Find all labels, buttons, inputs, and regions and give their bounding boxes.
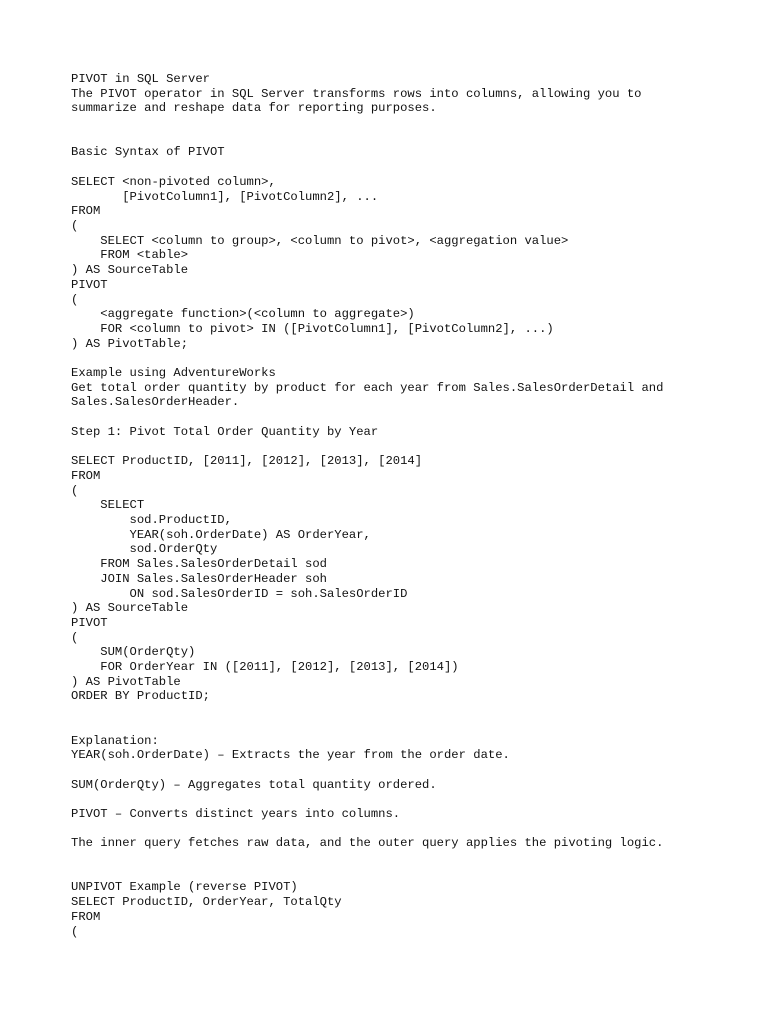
section-heading-explanation: Explanation: (71, 733, 159, 748)
code-line: SUM(OrderQty) (71, 645, 196, 660)
explanation-line: YEAR(soh.OrderDate) – Extracts the year from the order date. (71, 748, 510, 763)
intro-text-line: The PIVOT operator in SQL Server transforms rows into columns, allowing you to (71, 86, 642, 101)
code-line: sod.OrderQty (71, 542, 218, 557)
blank-line (71, 160, 751, 175)
code-line: ON sod.SalesOrderID = soh.SalesOrderID (71, 586, 408, 601)
blank-line (71, 131, 751, 146)
code-line: SELECT <non-pivoted column>, (71, 174, 276, 189)
code-line: <aggregate function>(<column to aggregate>) (71, 307, 415, 322)
blank-line (71, 763, 751, 778)
code-line: sod.ProductID, (71, 513, 232, 527)
code-line: JOIN Sales.SalesOrderHeader soh (71, 571, 327, 586)
step-heading: Step 1: Pivot Total Order Quantity by Year (71, 424, 379, 439)
blank-line (71, 719, 751, 734)
code-line: ) AS SourceTable (71, 263, 189, 278)
code-line: ( (71, 218, 79, 233)
code-line: ( (71, 630, 79, 645)
section-heading-unpivot: UNPIVOT Example (reverse PIVOT) (71, 880, 298, 895)
code-line: FROM <table> (71, 248, 189, 263)
code-line: FROM (71, 468, 101, 483)
code-line: FROM Sales.SalesOrderDetail sod (71, 557, 327, 572)
intro-text-line: summarize and reshape data for reporting purposes. (71, 101, 437, 116)
code-line: FROM (71, 909, 101, 924)
code-line: YEAR(soh.OrderDate) AS OrderYear, (71, 527, 371, 542)
code-line: PIVOT (71, 277, 108, 292)
code-line: SELECT ProductID, OrderYear, TotalQty (71, 895, 342, 910)
blank-line (71, 792, 751, 807)
code-line: FROM (71, 204, 101, 219)
code-line: ) AS PivotTable (71, 674, 181, 689)
blank-line (71, 351, 751, 366)
code-line: FOR <column to pivot> IN ([PivotColumn1], [PivotColumn2], ...) (71, 321, 554, 336)
blank-line (71, 822, 751, 837)
blank-line (71, 410, 751, 425)
code-line: FOR OrderYear IN ([2011], [2012], [2013], [2014]) (71, 660, 459, 675)
doc-title: PIVOT in SQL Server (71, 72, 210, 86)
code-line: SELECT (71, 498, 145, 513)
code-line: SELECT <column to group>, <column to pivot>, <aggregation value> (71, 233, 569, 248)
code-line: ) AS PivotTable; (71, 336, 189, 351)
blank-line (71, 704, 751, 719)
blank-line (71, 866, 751, 881)
example-text-line: Sales.SalesOrderHeader. (71, 395, 240, 410)
code-line: ORDER BY ProductID; (71, 689, 210, 704)
code-line: [PivotColumn1], [PivotColumn2], ... (71, 189, 379, 204)
section-heading-basic-syntax: Basic Syntax of PIVOT (71, 145, 225, 160)
code-line: SELECT ProductID, [2011], [2012], [2013], [2014] (71, 454, 423, 469)
blank-line (71, 116, 751, 131)
explanation-line: PIVOT – Converts distinct years into columns. (71, 807, 401, 821)
code-line: ( (71, 483, 79, 498)
blank-line (71, 851, 751, 866)
code-line: PIVOT (71, 615, 108, 630)
document-page (71, 72, 751, 939)
blank-line (71, 440, 751, 455)
section-heading-example: Example using AdventureWorks (71, 366, 276, 380)
example-text-line: Get total order quantity by product for each year from Sales.SalesOrderDetail and (71, 380, 664, 395)
code-line: ( (71, 292, 79, 307)
code-line: ( (71, 924, 79, 939)
explanation-line: The inner query fetches raw data, and the outer query applies the pivoting logic. (71, 836, 664, 851)
code-line: ) AS SourceTable (71, 601, 189, 616)
explanation-line: SUM(OrderQty) – Aggregates total quantity ordered. (71, 777, 437, 792)
